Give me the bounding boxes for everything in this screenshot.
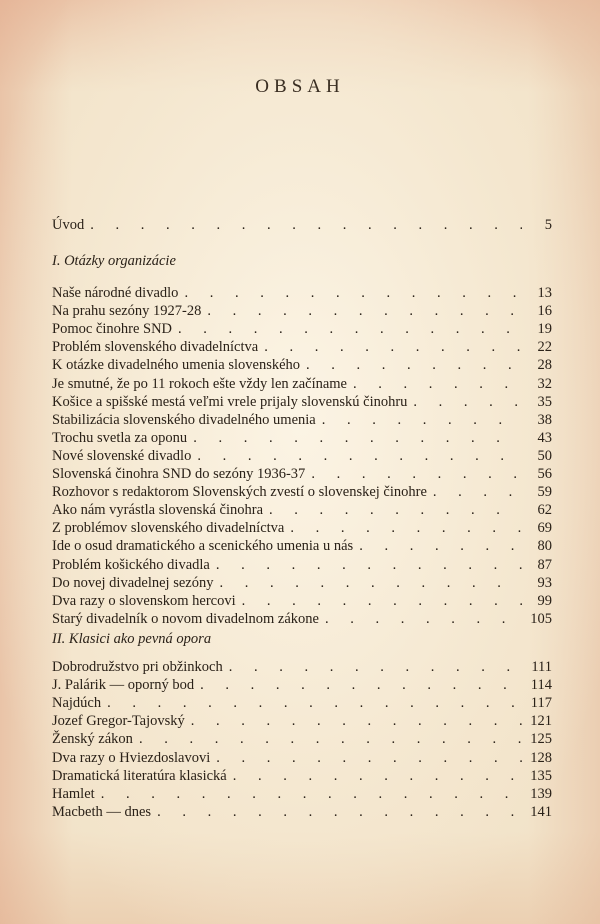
toc-leader-dots — [101, 785, 522, 803]
toc-entry — [52, 749, 552, 767]
toc-entry-intro — [52, 216, 552, 234]
toc-leader-dots — [207, 302, 522, 320]
toc-entry — [52, 610, 552, 628]
toc-entry-page: 28 — [537, 357, 552, 374]
toc-leader-dots — [219, 574, 522, 592]
toc-entry — [52, 447, 552, 465]
toc-entry-label: Úvod — [52, 217, 85, 233]
toc-entry — [52, 429, 552, 447]
toc-leader-dots — [90, 216, 522, 234]
toc-entry — [52, 676, 552, 694]
toc-entry-label: Dva razy o slovenskom hercovi — [52, 592, 236, 609]
toc-leader-dots — [197, 447, 522, 465]
toc-leader-dots — [200, 676, 522, 694]
toc-entry — [52, 501, 552, 519]
page-title: OBSAH — [255, 76, 345, 97]
toc-entry-page: 5 — [544, 217, 552, 233]
toc-entry — [52, 537, 552, 555]
toc-entry-label: Starý divadelník o novom divadelnom zákone — [52, 610, 319, 627]
toc-entry — [52, 556, 552, 574]
toc-entry-page: 93 — [537, 574, 552, 591]
toc-entry — [52, 658, 552, 676]
toc-entry-label: Košice a spišské mestá veľmi vrele prijaly slovenskú činohru — [52, 393, 408, 410]
toc-entry — [52, 712, 552, 730]
toc-leader-dots — [290, 519, 522, 537]
toc-entry-page: 62 — [537, 502, 552, 519]
toc-entry-page: 50 — [537, 447, 552, 464]
toc-entry-label: Dva razy o Hviezdoslavovi — [52, 749, 211, 766]
toc-entry — [52, 694, 552, 712]
toc-entry-label: Nové slovenské divadlo — [52, 447, 192, 464]
toc-entry-label: Do novej divadelnej sezóny — [52, 574, 214, 591]
toc-leader-dots — [193, 429, 522, 447]
section-heading-2: II. Klasici ako pevná opora — [52, 631, 212, 647]
toc-leader-dots — [191, 712, 522, 730]
toc-leader-dots — [242, 592, 522, 610]
toc-entry-label: Ženský zákon — [52, 731, 133, 748]
toc-leader-dots — [322, 411, 522, 429]
toc-entry — [52, 592, 552, 610]
toc-leader-dots — [306, 356, 522, 374]
toc-leader-dots — [264, 338, 522, 356]
toc-entry — [52, 767, 552, 785]
toc-entry-page: 35 — [537, 393, 552, 410]
toc-entry-label: Problém košického divadla — [52, 556, 210, 573]
toc-leader-dots — [139, 730, 522, 748]
toc-entry-page: 139 — [530, 785, 552, 802]
toc-entry-page: 135 — [530, 767, 552, 784]
toc-entry-label: Trochu svetla za oponu — [52, 429, 188, 446]
toc-entry — [52, 785, 552, 803]
toc-leader-dots — [216, 749, 522, 767]
toc-entry-page: 56 — [537, 466, 552, 482]
toc-entry-label: Ako nám vyrástla slovenská činohra — [52, 502, 264, 519]
toc-leader-dots — [178, 320, 522, 338]
section-heading-1: I. Otázky organizácie — [52, 253, 176, 269]
toc-entry-label: Pomoc činohre SND — [52, 321, 173, 338]
toc-entry-label: Na prahu sezóny 1927-28 — [52, 303, 202, 320]
toc-entry-page: 105 — [530, 610, 552, 627]
toc-entry — [52, 803, 552, 821]
toc-entry-label: Problém slovenského divadelníctva — [52, 339, 259, 356]
toc-entry-page: 141 — [530, 803, 552, 820]
toc-leader-dots — [107, 694, 522, 712]
toc-leader-dots — [216, 556, 522, 574]
toc-entry-page: 19 — [537, 321, 552, 338]
toc-entry-label: Dobrodružstvo pri obžinkoch — [52, 659, 223, 675]
toc-entry-label: Jozef Gregor-Tajovský — [52, 713, 185, 730]
toc-entry-page: 13 — [537, 285, 552, 301]
toc-entry-page: 59 — [537, 484, 552, 501]
toc-entry — [52, 338, 552, 356]
toc-entry-page: 38 — [537, 411, 552, 428]
toc-entry-page: 43 — [537, 429, 552, 446]
toc-entry — [52, 519, 552, 537]
toc-entry-label: Slovenská činohra SND do sezóny 1936-37 — [52, 466, 306, 482]
toc-entry-page: 80 — [537, 538, 552, 555]
toc-entry-label: Z problémov slovenského divadelníctva — [52, 520, 285, 537]
toc-entry — [52, 411, 552, 429]
toc-entry-label: Dramatická literatúra klasická — [52, 767, 227, 784]
toc-leader-dots — [229, 658, 522, 676]
toc-entry-label: Macbeth — dnes — [52, 803, 152, 820]
toc-entry-page: 117 — [530, 695, 552, 712]
toc-leader-dots — [325, 610, 522, 628]
toc-entry-page: 125 — [530, 731, 552, 748]
toc-leader-dots — [157, 803, 522, 821]
toc-entry — [52, 284, 552, 302]
toc-entry-page: 87 — [537, 556, 552, 573]
toc-entry-page: 69 — [537, 520, 552, 537]
toc-entry — [52, 465, 552, 483]
toc-entry-label: Stabilizácia slovenského divadelného umenia — [52, 411, 316, 428]
toc-entry — [52, 320, 552, 338]
toc-leader-dots — [353, 375, 522, 393]
toc-entry-page: 22 — [537, 339, 552, 356]
toc-entry — [52, 483, 552, 501]
toc-entry-label: Je smutné, že po 11 rokoch ešte vždy len začíname — [52, 375, 347, 392]
toc-entry-page: 99 — [537, 592, 552, 609]
toc-entry-label: Najdúch — [52, 695, 102, 712]
toc-entry-label: Rozhovor s redaktorom Slovenských zvestí o slovenskej činohre — [52, 484, 427, 501]
toc-entry — [52, 356, 552, 374]
toc-leader-dots — [233, 767, 522, 785]
toc-entry — [52, 393, 552, 411]
toc-entry-page: 32 — [537, 375, 552, 392]
toc-leader-dots — [359, 537, 522, 555]
toc-leader-dots — [433, 483, 522, 501]
toc-entry-page: 121 — [530, 713, 552, 730]
toc-entry — [52, 302, 552, 320]
toc-leader-dots — [413, 393, 522, 411]
toc-entry — [52, 375, 552, 393]
toc-leader-dots — [269, 501, 522, 519]
toc-leader-dots — [311, 465, 522, 483]
toc-entry — [52, 730, 552, 748]
toc-entry-page: 114 — [530, 677, 552, 694]
toc-entry-page: 128 — [530, 749, 552, 766]
toc-leader-dots — [184, 284, 522, 302]
toc-entry-page: 16 — [537, 303, 552, 320]
toc-entry — [52, 574, 552, 592]
toc-entry-label: K otázke divadelného umenia slovenského — [52, 357, 301, 374]
toc-entry-label: Hamlet — [52, 785, 95, 802]
toc-entry-label: Naše národné divadlo — [52, 285, 179, 301]
toc-entry-label: J. Palárik — oporný bod — [52, 677, 195, 694]
toc-entry-label: Ide o osud dramatického a scenického umenia u nás — [52, 538, 354, 555]
toc-entry-page: 111 — [531, 659, 552, 675]
